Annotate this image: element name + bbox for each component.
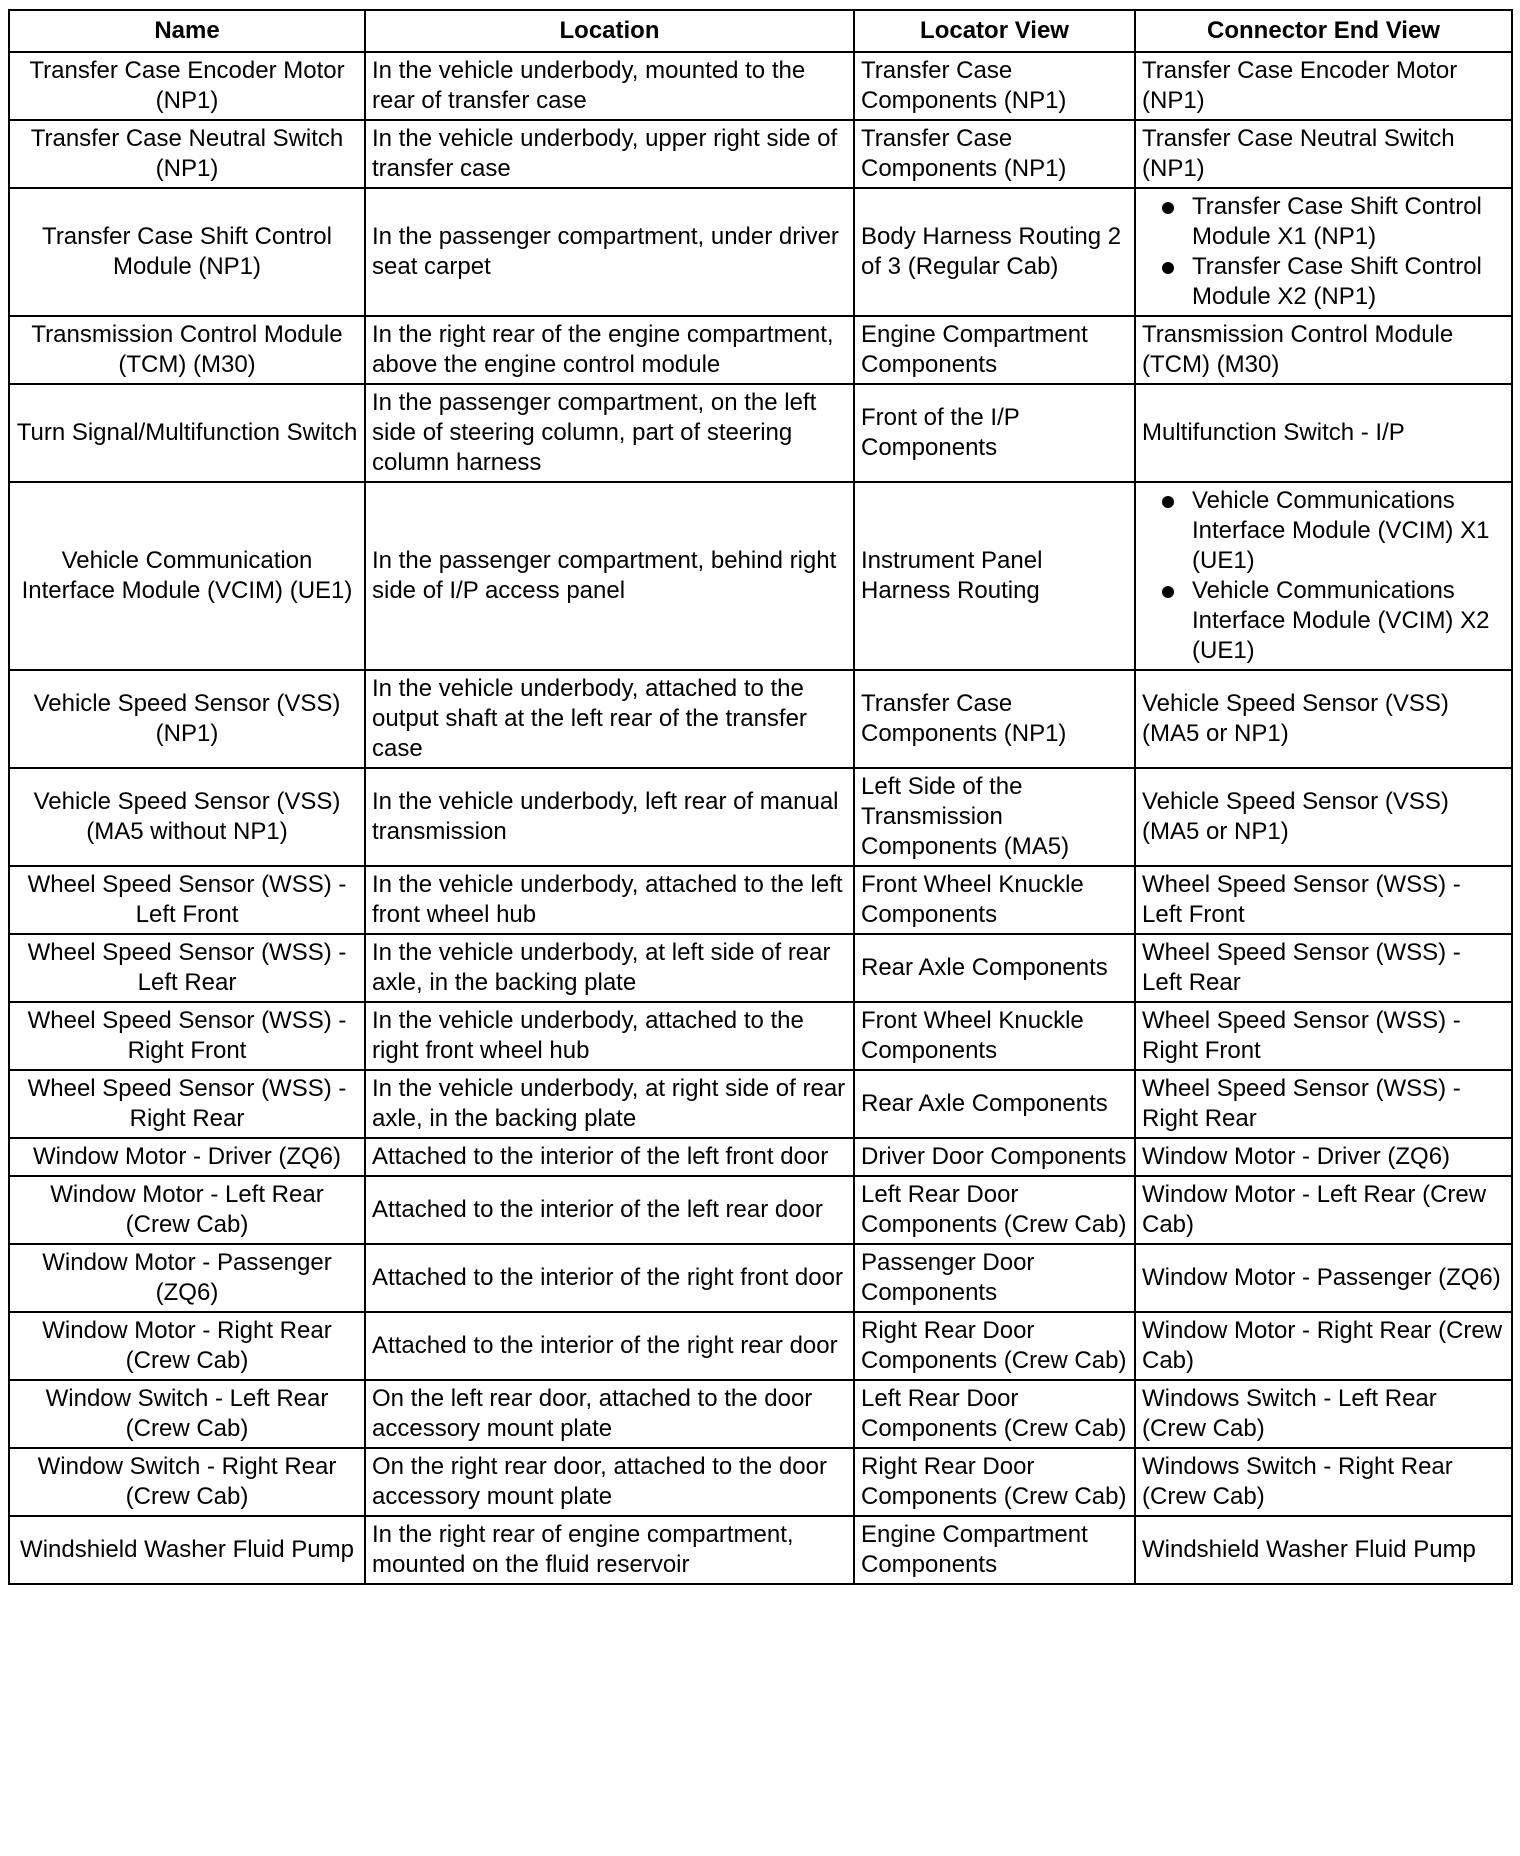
cell-name: Wheel Speed Sensor (WSS) - Right Front (9, 1002, 365, 1070)
cell-location: In the vehicle underbody, attached to the right front wheel hub (365, 1002, 854, 1070)
cell-name: Transfer Case Encoder Motor (NP1) (9, 52, 365, 120)
cell-location: In the vehicle underbody, left rear of manual transmission (365, 768, 854, 866)
cell-name: Vehicle Speed Sensor (VSS) (NP1) (9, 670, 365, 768)
table-row (9, 52, 1512, 120)
cell-name: Wheel Speed Sensor (WSS) - Left Front (9, 866, 365, 934)
connector-list (1142, 486, 1505, 666)
cell-locator-view: Rear Axle Components (854, 934, 1135, 1002)
cell-locator-view: Front Wheel Knuckle Components (854, 866, 1135, 934)
cell-locator-view: Transfer Case Components (NP1) (854, 120, 1135, 188)
connector-list-item: Vehicle Communications Interface Module (VCIM) X2 (UE1) (1142, 576, 1505, 666)
cell-location: On the left rear door, attached to the door accessory mount plate (365, 1380, 854, 1448)
cell-connector-end-view: Transmission Control Module (TCM) (M30) (1135, 316, 1512, 384)
cell-connector-end-view: Window Motor - Right Rear (Crew Cab) (1135, 1312, 1512, 1380)
cell-locator-view: Passenger Door Components (854, 1244, 1135, 1312)
cell-locator-view: Body Harness Routing 2 of 3 (Regular Cab) (854, 188, 1135, 316)
cell-connector-end-view: Transfer Case Encoder Motor (NP1) (1135, 52, 1512, 120)
cell-locator-view: Right Rear Door Components (Crew Cab) (854, 1448, 1135, 1516)
cell-connector-end-view: Vehicle Speed Sensor (VSS) (MA5 or NP1) (1135, 768, 1512, 866)
cell-name: Window Motor - Driver (ZQ6) (9, 1138, 365, 1176)
cell-location: In the right rear of the engine compartment, above the engine control module (365, 316, 854, 384)
cell-location: In the vehicle underbody, attached to the left front wheel hub (365, 866, 854, 934)
table-row (9, 866, 1512, 934)
cell-name: Turn Signal/Multifunction Switch (9, 384, 365, 482)
table-row (9, 482, 1512, 670)
cell-name: Window Switch - Right Rear (Crew Cab) (9, 1448, 365, 1516)
cell-connector-end-view: Window Motor - Left Rear (Crew Cab) (1135, 1176, 1512, 1244)
cell-locator-view: Left Rear Door Components (Crew Cab) (854, 1380, 1135, 1448)
cell-name: Vehicle Speed Sensor (VSS) (MA5 without NP1) (9, 768, 365, 866)
header-row (9, 10, 1512, 52)
cell-locator-view: Right Rear Door Components (Crew Cab) (854, 1312, 1135, 1380)
component-locator-table (8, 9, 1513, 1585)
connector-list-item: Transfer Case Shift Control Module X2 (NP1) (1142, 252, 1505, 312)
cell-location: Attached to the interior of the left rear door (365, 1176, 854, 1244)
cell-location: Attached to the interior of the right front door (365, 1244, 854, 1312)
table-body (9, 52, 1512, 1584)
table-row (9, 1380, 1512, 1448)
cell-locator-view: Driver Door Components (854, 1138, 1135, 1176)
cell-locator-view: Left Side of the Transmission Components (MA5) (854, 768, 1135, 866)
cell-name: Window Motor - Right Rear (Crew Cab) (9, 1312, 365, 1380)
cell-location: In the vehicle underbody, mounted to the rear of transfer case (365, 52, 854, 120)
cell-connector-end-view (1135, 188, 1512, 316)
cell-connector-end-view: Windshield Washer Fluid Pump (1135, 1516, 1512, 1584)
cell-location: In the vehicle underbody, upper right side of transfer case (365, 120, 854, 188)
cell-name: Window Motor - Left Rear (Crew Cab) (9, 1176, 365, 1244)
header-name: Name (9, 10, 365, 52)
cell-location: In the right rear of engine compartment, mounted on the fluid reservoir (365, 1516, 854, 1584)
cell-location: On the right rear door, attached to the door accessory mount plate (365, 1448, 854, 1516)
table-row (9, 1244, 1512, 1312)
cell-connector-end-view: Multifunction Switch - I/P (1135, 384, 1512, 482)
cell-location: In the passenger compartment, behind right side of I/P access panel (365, 482, 854, 670)
table-row (9, 1312, 1512, 1380)
cell-name: Transmission Control Module (TCM) (M30) (9, 316, 365, 384)
cell-location: In the vehicle underbody, at left side of rear axle, in the backing plate (365, 934, 854, 1002)
cell-locator-view: Engine Compartment Components (854, 1516, 1135, 1584)
cell-location: In the passenger compartment, under driver seat carpet (365, 188, 854, 316)
header-locator-view: Locator View (854, 10, 1135, 52)
cell-name: Wheel Speed Sensor (WSS) - Left Rear (9, 934, 365, 1002)
cell-locator-view: Transfer Case Components (NP1) (854, 52, 1135, 120)
cell-connector-end-view: Windows Switch - Left Rear (Crew Cab) (1135, 1380, 1512, 1448)
cell-connector-end-view (1135, 482, 1512, 670)
cell-location: In the vehicle underbody, attached to the output shaft at the left rear of the transfer case (365, 670, 854, 768)
table-row (9, 768, 1512, 866)
cell-name: Wheel Speed Sensor (WSS) - Right Rear (9, 1070, 365, 1138)
table-row (9, 316, 1512, 384)
table-row (9, 1176, 1512, 1244)
cell-connector-end-view: Wheel Speed Sensor (WSS) - Left Front (1135, 866, 1512, 934)
table-row (9, 188, 1512, 316)
cell-location: In the passenger compartment, on the left side of steering column, part of steering column harness (365, 384, 854, 482)
cell-connector-end-view: Vehicle Speed Sensor (VSS) (MA5 or NP1) (1135, 670, 1512, 768)
connector-list-item: Vehicle Communications Interface Module (VCIM) X1 (UE1) (1142, 486, 1505, 576)
cell-locator-view: Rear Axle Components (854, 1070, 1135, 1138)
cell-locator-view: Front Wheel Knuckle Components (854, 1002, 1135, 1070)
table-row (9, 1138, 1512, 1176)
cell-connector-end-view: Transfer Case Neutral Switch (NP1) (1135, 120, 1512, 188)
cell-connector-end-view: Wheel Speed Sensor (WSS) - Right Rear (1135, 1070, 1512, 1138)
cell-locator-view: Front of the I/P Components (854, 384, 1135, 482)
table-row (9, 1070, 1512, 1138)
table-row (9, 1516, 1512, 1584)
cell-locator-view: Left Rear Door Components (Crew Cab) (854, 1176, 1135, 1244)
table-row (9, 1448, 1512, 1516)
connector-list-item: Transfer Case Shift Control Module X1 (NP1) (1142, 192, 1505, 252)
table-row (9, 384, 1512, 482)
table-row (9, 934, 1512, 1002)
cell-name: Transfer Case Shift Control Module (NP1) (9, 188, 365, 316)
cell-locator-view: Transfer Case Components (NP1) (854, 670, 1135, 768)
connector-list (1142, 192, 1505, 312)
header-location: Location (365, 10, 854, 52)
cell-name: Vehicle Communication Interface Module (VCIM) (UE1) (9, 482, 365, 670)
cell-connector-end-view: Wheel Speed Sensor (WSS) - Right Front (1135, 1002, 1512, 1070)
cell-locator-view: Engine Compartment Components (854, 316, 1135, 384)
table-row (9, 670, 1512, 768)
header-connector-end-view: Connector End View (1135, 10, 1512, 52)
table-row (9, 1002, 1512, 1070)
cell-locator-view: Instrument Panel Harness Routing (854, 482, 1135, 670)
cell-name: Window Motor - Passenger (ZQ6) (9, 1244, 365, 1312)
cell-name: Window Switch - Left Rear (Crew Cab) (9, 1380, 365, 1448)
cell-connector-end-view: Window Motor - Passenger (ZQ6) (1135, 1244, 1512, 1312)
cell-location: In the vehicle underbody, at right side of rear axle, in the backing plate (365, 1070, 854, 1138)
cell-location: Attached to the interior of the right rear door (365, 1312, 854, 1380)
cell-location: Attached to the interior of the left front door (365, 1138, 854, 1176)
cell-connector-end-view: Windows Switch - Right Rear (Crew Cab) (1135, 1448, 1512, 1516)
cell-name: Windshield Washer Fluid Pump (9, 1516, 365, 1584)
table-row (9, 120, 1512, 188)
cell-connector-end-view: Wheel Speed Sensor (WSS) - Left Rear (1135, 934, 1512, 1002)
cell-name: Transfer Case Neutral Switch (NP1) (9, 120, 365, 188)
cell-connector-end-view: Window Motor - Driver (ZQ6) (1135, 1138, 1512, 1176)
